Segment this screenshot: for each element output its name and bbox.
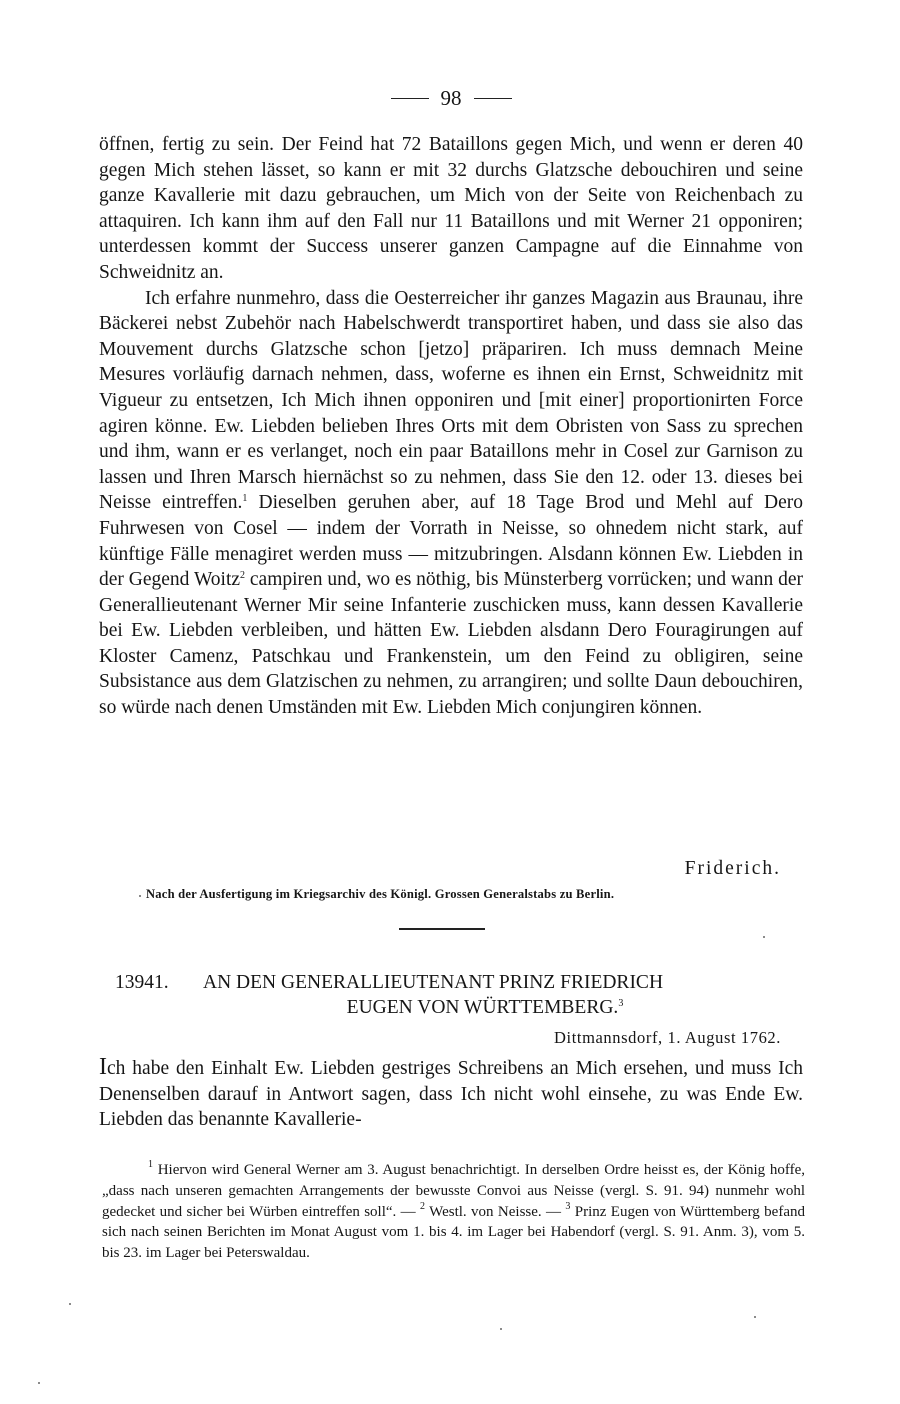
main-text <box>99 132 803 721</box>
scan-speck <box>69 1303 71 1305</box>
heading-line-2-wrap <box>115 995 795 1020</box>
source-note: Nach der Ausfertigung im Kriegsarchiv des Königl. Grossen Generalstabs zu Berlin. <box>146 887 615 901</box>
dateline: Dittmannsdorf, 1. August 1762. <box>554 1028 781 1047</box>
footnote-ref-1: 1 <box>242 493 248 505</box>
section-divider <box>399 928 485 930</box>
paragraph-2-part-b: Dieselben geruhen aber, auf 18 Tage Brod und Mehl auf Dero Fuhrwesen von Cosel — indem der Vorrath in Neisse, so ohnedem nicht stark, auf künftige Fälle menagiret werden muss — mitzubringen. Alsdann können Ew. Liebden in der Gegend Woitz <box>99 492 803 591</box>
paragraph-1: öffnen, fertig zu sein. Der Feind hat 72 Bataillons gegen Mich, und wenn er deren 40 gegen Mich stehen lässet, so kann er mit 32 durchs Glatzsche debouchiren und seine ganze Kavallerie mit dazu gebrauchen, um Mich von der Seite von Reichenbach zu attaquiren. Ich kann ihm auf den Fall nur 11 Bataillons und mit Werner 21 opponiren; unterdessen kommt der Success unserer ganzen Campagne auf die Einnahme von Schweidnitz an. <box>99 134 803 283</box>
heading-line-2: EUGEN VON WÜRTTEMBERG. <box>346 997 619 1018</box>
footnote-ref-3: 3 <box>618 998 624 1009</box>
signature: Friderich. <box>684 858 781 879</box>
header-dash-left <box>391 98 429 99</box>
page-number: 98 <box>440 85 462 110</box>
footnote-mark-2: 2 <box>420 1200 426 1212</box>
footnote-mark-1: 1 <box>148 1159 153 1170</box>
paragraph-2 <box>99 286 803 721</box>
header-dash-right <box>474 98 512 99</box>
heading-line-1: AN DEN GENERALLIEUTENANT PRINZ FRIEDRICH <box>203 972 664 993</box>
footnote-ref-2: 2 <box>240 570 246 582</box>
letter-heading <box>115 970 795 1020</box>
letter-body <box>99 1055 803 1133</box>
scan-speck <box>500 1328 502 1330</box>
scan-speck <box>754 1316 756 1318</box>
letter-number: 13941. <box>115 972 169 993</box>
paragraph-2-part-a: Ich erfahre nunmehro, dass die Oesterreicher ihr ganzes Magazin aus Braunau, ihre Bäckerei nebst Zubehör nach Habelschwerdt transportiret haben, und dass sie also das Mouvement durchs Glatzsche schon [jetzo] präpariren. Ich muss demnach Meine Mesures vorläufig darnach nehmen, dass, woferne es ihnen ein Ernst, Schweidnitz mit Vigueur zu entsetzen, Ich Mich ihnen opponiren und [mit einer] proportionirten Force agiren könne. Ew. Liebden belieben Ihres Orts mit dem Obristen von Sass zu sprechen und ihm, wann er es verlanget, noch ein paar Bataillons mehr in Cosel zur Garnison zu lassen und Ihren Marsch hiernächst so zu nehmen, dass Sie den 12. oder 13. dieses bei Neisse eintreffen. <box>99 287 803 514</box>
paragraph-2-part-c: campiren und, wo es nöthig, bis Münsterberg vorrücken; und wann der Generallieutenant Werner Mir seine Infanterie zuschicken muss, kann dessen Kavallerie bei Ew. Liebden verbleiben, und hätten Ew. Liebden alsdann Dero Fouragirungen auf Kloster Camenz, Patschkau und Frankenstein, um den Feind zu obligiren, seine Subsistance aus dem Glatzischen zu nehmen, zu arrangiren; und sollte Daun debouchiren, so würde nach denen Umständen mit Ew. Liebden Mich conjungiren können. <box>99 569 804 719</box>
footnote-block <box>102 1160 805 1264</box>
footnote-mark-3: 3 <box>565 1200 571 1212</box>
footnote-2-text: Westl. von Neisse. — <box>425 1203 566 1220</box>
scan-speck <box>139 895 141 897</box>
page-header <box>99 84 803 112</box>
scan-speck <box>38 1382 40 1384</box>
scan-speck <box>763 936 765 938</box>
footnotes <box>102 1160 805 1264</box>
footnote-3-text: Prinz Eugen von Württemberg befand sich nach seinen Berichten im Monat August vom 1. bis 4. im Lager bei Habendorf (vergl. S. 91. Anm. 3), vom 5. bis 23. im Lager bei Peterswaldau. <box>102 1203 805 1262</box>
footnote-1-text: Hiervon wird General Werner am 3. August benachrichtigt. In derselben Ordre heisst es, der König hoffe, „dass nach unseren gemachten Arrangements der bewusste Convoi aus Neisse (vergl. S. 91. 94) nunmehr wohl gedecket und sicher bei Würben eintreffen soll“. — <box>102 1162 805 1220</box>
letter-text: ch habe den Einhalt Ew. Liebden gestriges Schreibens an Mich ersehen, und muss Ich Denenselben darauf in Antwort sagen, dass Ich nicht wohl einsehe, zu was Ende Ew. Liebden das benannte Kavallerie- <box>99 1058 803 1131</box>
initial-letter: I <box>99 1054 107 1080</box>
